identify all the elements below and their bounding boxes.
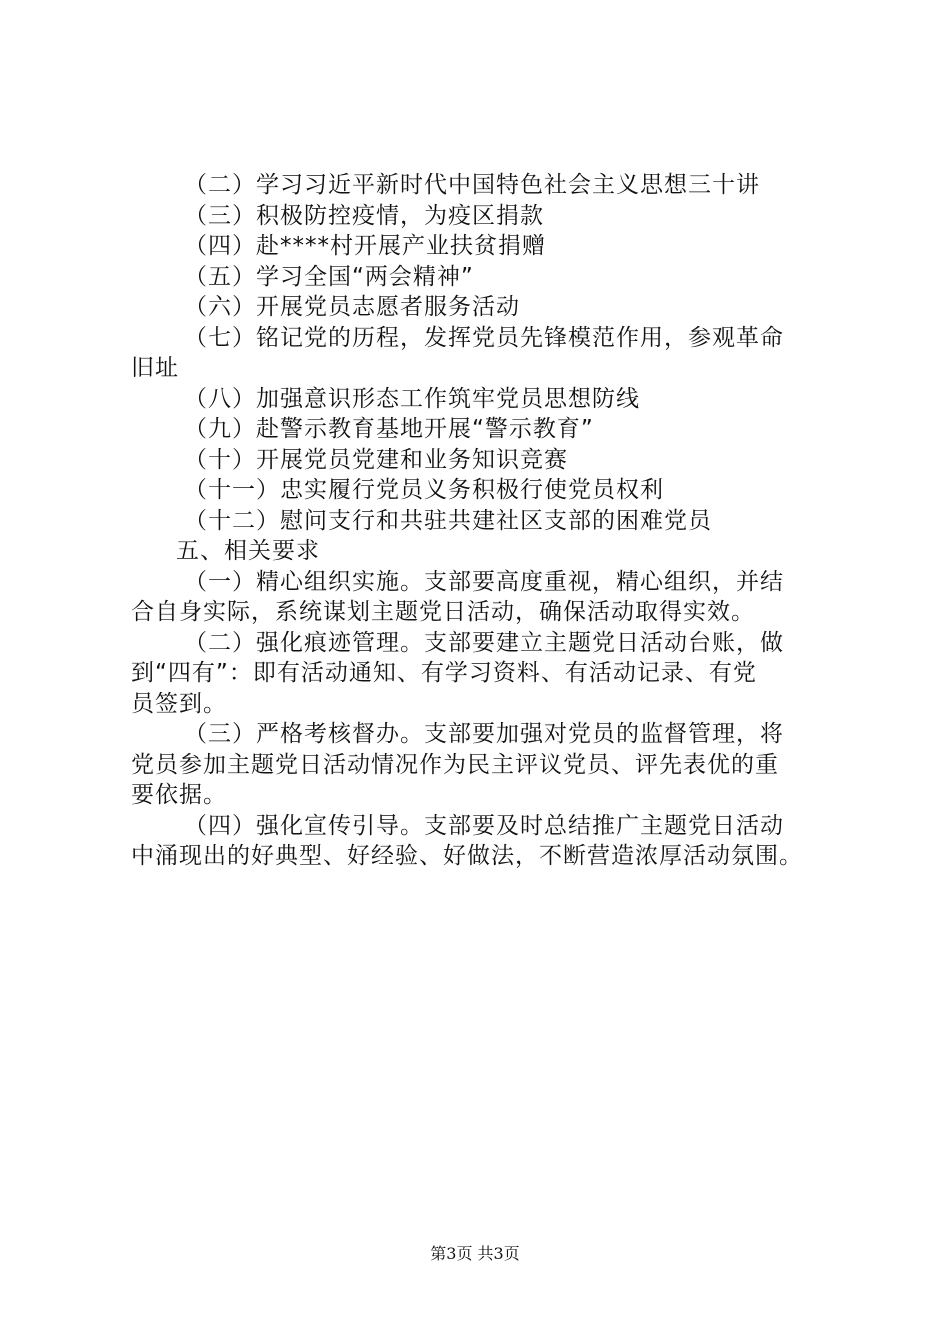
list-item: （十一）忠实履行党员义务积极行使党员权利 xyxy=(184,477,664,503)
list-item: （五）学习全国“两会精神” xyxy=(184,263,474,290)
paragraph-line: （三）严格考核督办。支部要加强对党员的监督管理，将 xyxy=(184,721,784,747)
list-item-line: （七）铭记党的历程，发挥党员先锋模范作用，参观革命 xyxy=(184,324,784,351)
list-item: （八）加强意识形态工作筑牢党员思想防线 xyxy=(184,385,640,412)
requirement-paragraph xyxy=(131,719,831,811)
paragraph-line: 党员参加主题党日活动情况作为民主评议党员、评先表优的重 xyxy=(131,751,779,778)
paragraph-line: （一）精心组织实施。支部要高度重视，精心组织，并结 xyxy=(184,568,784,595)
requirement-paragraph xyxy=(131,567,831,628)
document-body xyxy=(131,170,831,872)
section-heading: 五、相关要求 xyxy=(176,538,320,564)
paragraph-line: 员签到。 xyxy=(131,690,227,717)
page-footer: 第3页 共3页 xyxy=(430,1244,520,1263)
list-item-seven xyxy=(131,323,831,384)
paragraph-line: （四）强化宣传引导。支部要及时总结推广主题党日活动 xyxy=(184,812,784,839)
paragraph-line: 到“四有”：即有活动通知、有学习资料、有活动记录、有党 xyxy=(131,660,757,686)
list-item-line: 旧址 xyxy=(131,355,179,381)
paragraph-line: 中涌现出的好典型、好经验、好做法，不断营造浓厚活动氛围。 xyxy=(131,843,803,869)
requirement-paragraph xyxy=(131,628,831,720)
list-item: （四）赴****村开展产业扶贫捐赠 xyxy=(184,233,546,259)
paragraph-line: （二）强化痕迹管理。支部要建立主题党日活动台账，做 xyxy=(184,629,784,656)
list-item: （二）学习习近平新时代中国特色社会主义思想三十讲 xyxy=(184,172,760,198)
list-item: （十二）慰问支行和共驻共建社区支部的困难党员 xyxy=(184,507,712,534)
list-item: （九）赴警示教育基地开展“警示教育” xyxy=(184,416,594,442)
list-item: （十）开展党员党建和业务知识竞赛 xyxy=(184,446,568,473)
list-item: （六）开展党员志愿者服务活动 xyxy=(184,294,520,320)
requirement-paragraph xyxy=(131,811,831,872)
list-item: （三）积极防控疫情，为疫区捐款 xyxy=(184,202,544,229)
paragraph-line: 合自身实际，系统谋划主题党日活动，确保活动取得实效。 xyxy=(131,599,755,625)
paragraph-line: 要依据。 xyxy=(131,782,227,808)
